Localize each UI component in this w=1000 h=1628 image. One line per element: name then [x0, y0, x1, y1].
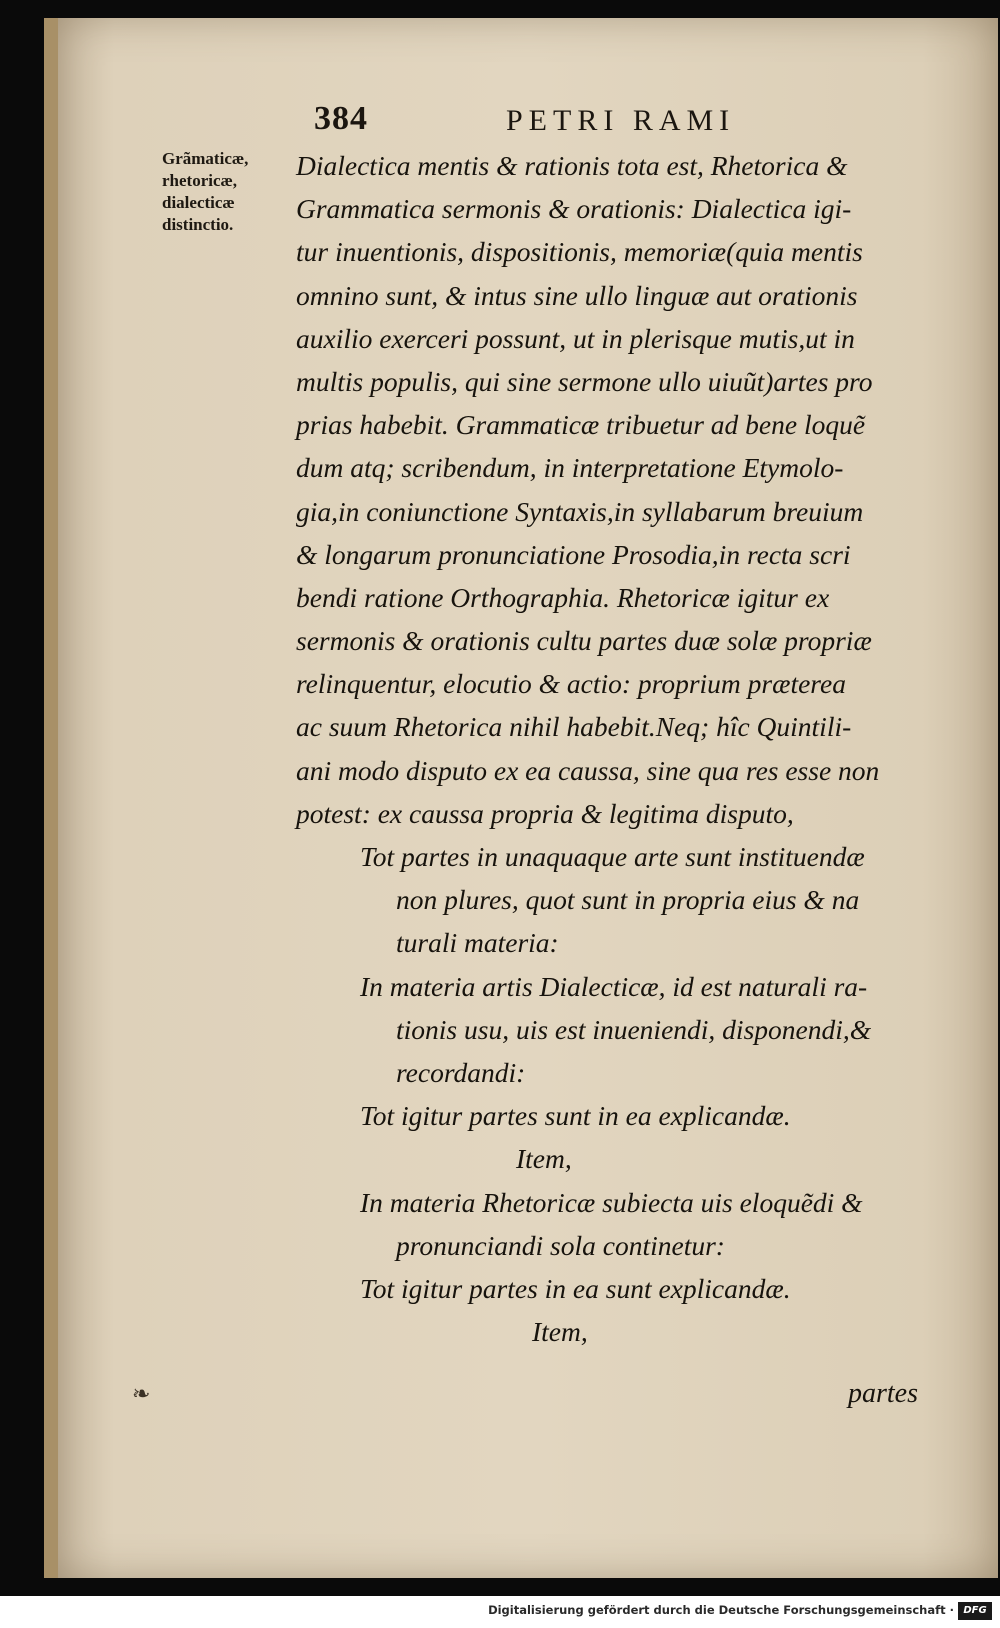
text-line: dum atq; scribendum, in interpretatione Etymolo- — [296, 452, 844, 484]
syllogism-line: pronunciandi sola continetur: — [396, 1229, 725, 1261]
marginal-line: dialecticæ — [162, 193, 235, 212]
body-text — [296, 144, 976, 1353]
text-line: ac suum Rhetorica nihil habebit.Neq; hîc Quintili- — [296, 711, 852, 743]
page-number: 384 — [314, 100, 368, 137]
marginal-line: rhetoricæ, — [162, 171, 238, 190]
text-line: ani modo disputo ex ea caussa, sine qua res esse non — [296, 754, 880, 786]
text-line: Dialectica mentis & rationis tota est, Rhetorica & — [296, 150, 848, 181]
text-line: sermonis & orationis cultu partes duæ solæ propriæ — [296, 625, 872, 657]
catchword: partes — [848, 1378, 918, 1409]
syllogism-line: Item, — [532, 1316, 588, 1348]
syllogism-line: recordandi: — [396, 1056, 526, 1088]
ink-mark-icon: ❧ — [132, 1382, 151, 1407]
page-header — [314, 100, 834, 144]
syllogism-line: Tot igitur partes in ea sunt explicandæ. — [360, 1272, 791, 1304]
dfg-logo: DFG — [958, 1602, 992, 1620]
text-line: & longarum pronunciatione Prosodia,in recta scri — [296, 538, 851, 570]
footer-credit: Digitalisierung gefördert durch die Deutsche Forschungsgemeinschaft · — [488, 1603, 954, 1617]
marginal-note — [162, 148, 302, 236]
marginal-line: Grãmaticæ, — [162, 149, 249, 168]
digitization-footer — [0, 1596, 1000, 1628]
text-line: multis populis, qui sine sermone ullo uiuũt)artes pro — [296, 365, 873, 397]
syllogism-line: turali materia: — [396, 927, 559, 959]
text-line: auxilio exerceri possunt, ut in plerisque mutis,ut in — [296, 322, 855, 354]
syllogism-line: Tot igitur partes sunt in ea explicandæ. — [360, 1100, 791, 1132]
text-line: gia,in coniunctione Syntaxis,in syllabarum breuium — [296, 495, 864, 527]
text-line: prias habebit. Grammaticæ tribuetur ad bene loquẽ — [296, 409, 866, 441]
running-title: PETRI RAMI — [506, 104, 736, 137]
marginal-line: distinctio. — [162, 215, 234, 234]
syllogism-line: non plures, quot sunt in propria eius & na — [396, 884, 860, 916]
text-line: potest: ex caussa propria & legitima disputo, — [296, 797, 794, 829]
text-line: relinquentur, elocutio & actio: proprium præterea — [296, 668, 846, 700]
text-line: Grammatica sermonis & orationis: Dialectica igi- — [296, 193, 852, 225]
syllogism-line: Tot partes in unaquaque arte sunt instituendæ — [360, 841, 865, 872]
text-line: bendi ratione Orthographia. Rhetoricæ igitur ex — [296, 581, 830, 613]
syllogism-line: In materia Rhetoricæ subiecta uis eloquẽdi & — [360, 1186, 863, 1218]
syllogism-line: tionis usu, uis est inueniendi, disponendi,& — [396, 1013, 872, 1045]
syllogism-line: In materia artis Dialecticæ, id est naturali ra- — [360, 970, 868, 1002]
text-line: tur inuentionis, dispositionis, memoriæ(quia mentis — [296, 236, 863, 268]
text-line: omnino sunt, & intus sine ullo linguæ aut orationis — [296, 279, 858, 311]
syllogism-block — [296, 835, 976, 1353]
syllogism-line: Item, — [516, 1143, 572, 1175]
